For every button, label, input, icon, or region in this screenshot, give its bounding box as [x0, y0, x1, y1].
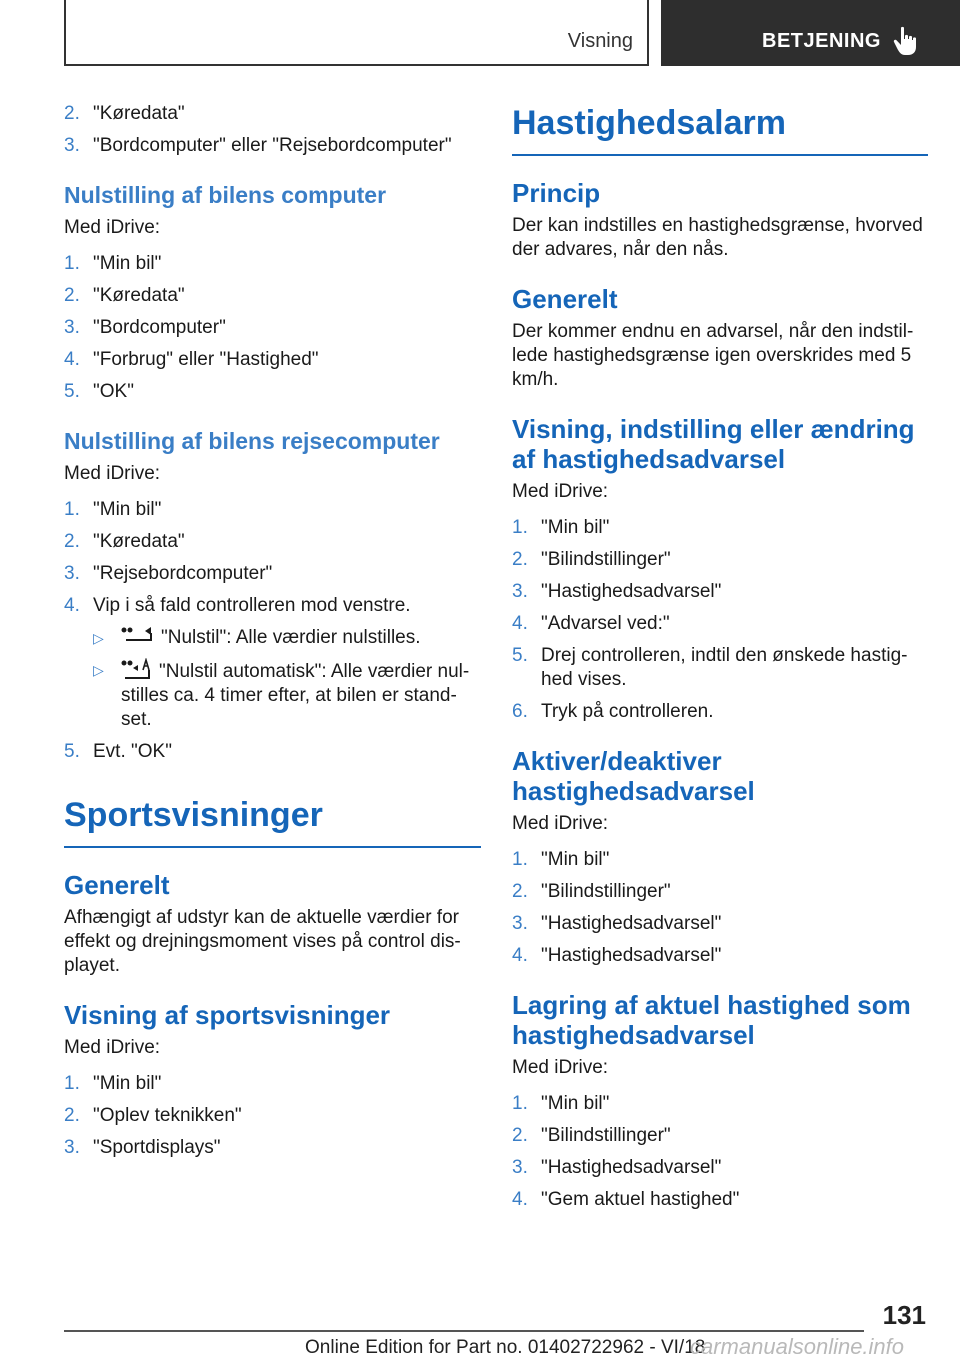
list-item: 5. Drej controlleren, indtil den ønskede hastighed vises.: [512, 645, 908, 690]
list-item: 1. "Min bil": [64, 253, 162, 274]
list-item: 1. "Min bil": [512, 849, 610, 870]
list-item: 3. "Sportdisplays": [64, 1137, 221, 1158]
section-heading: Lagring af aktuel hastighed som hastighedsadvarsel: [512, 990, 911, 1050]
list-item: 4. Vip i så fald controlleren mod venstre.: [64, 595, 411, 616]
reset-icon: [121, 626, 155, 646]
auto-reset-icon: [121, 658, 153, 680]
page-number: 131: [882, 1300, 926, 1330]
list-item: 3. "Rejsebordcomputer": [64, 563, 273, 584]
list-item: 3. "Bordcomputer" eller "Rejsebordcomputer": [64, 135, 452, 156]
list-item: 1. "Min bil": [512, 517, 610, 538]
list-item: 2. "Køredata": [64, 285, 185, 306]
section-heading: Visning af sportsvisninger: [64, 1000, 391, 1030]
section-heading: Nulstilling af bilens computer: [64, 182, 387, 208]
sub-item-text: "Nulstil automatisk": Alle værdier nulstilles ca. 4 timer efter, at bilen er standset.: [121, 661, 470, 730]
list-item: 2. "Køredata": [64, 103, 185, 124]
list-item: 4. "Gem aktuel hastighed": [512, 1189, 740, 1210]
list-item: 1. "Min bil": [64, 499, 162, 520]
section-heading: Generelt: [64, 870, 170, 900]
list-item: 4. "Hastighedsadvarsel": [512, 945, 722, 966]
list-item: 3. "Bordcomputer": [64, 317, 226, 338]
sub-item-text: "Nulstil": Alle værdier nulstilles.: [161, 627, 421, 648]
body-text: Der kommer endnu en advarsel, når den indstillede hastighedsgrænse igen overskrides med 5 km/h.: [512, 321, 914, 390]
section-heading: Visning, indstilling eller ændring af hastighedsadvarsel: [512, 414, 915, 474]
footer-divider: [64, 1330, 864, 1332]
bullet-triangle: ▷: [93, 630, 104, 646]
section-heading: Generelt: [512, 284, 618, 314]
body-text: Der kan indstilles en hastighedsgrænse, hvorved der advares, når den nås.: [512, 215, 923, 260]
list-item: 6. Tryk på controlleren.: [512, 701, 714, 722]
list-item: 2. "Bilindstillinger": [512, 1125, 671, 1146]
bullet-triangle: ▷: [93, 662, 104, 678]
list-item: 2. "Oplev teknikken": [64, 1105, 242, 1126]
sub-list-item: [93, 658, 481, 732]
chapter-title: Hastighedsalarm: [512, 102, 928, 156]
intro-text: Med iDrive:: [512, 481, 609, 502]
left-column: [64, 102, 481, 1168]
header-chapter-label: BETJENING: [762, 30, 881, 52]
list-item: 5. Evt. "OK": [64, 741, 172, 762]
watermark: carmanualsonline.info: [690, 1334, 905, 1359]
intro-text: Med iDrive:: [64, 217, 161, 238]
header-section-tab: [64, 0, 649, 66]
list-item: 1. "Min bil": [512, 1093, 610, 1114]
intro-text: Med iDrive:: [64, 1037, 161, 1058]
section-heading: Nulstilling af bilens rejsecomputer: [64, 428, 440, 454]
list-item: 2. "Køredata": [64, 531, 185, 552]
intro-text: Med iDrive:: [512, 1057, 609, 1078]
header-chapter-tab: [661, 0, 960, 66]
section-heading: Princip: [512, 178, 601, 208]
list-item: 2. "Bilindstillinger": [512, 549, 671, 570]
chapter-title: Sportsvisninger: [64, 794, 481, 848]
list-item: 4. "Forbrug" eller "Hastighed": [64, 349, 319, 370]
right-column: [512, 102, 928, 1220]
header-section-label: Visning: [567, 30, 633, 52]
body-text: Afhængigt af udstyr kan de aktuelle værdier for effekt og drejningsmoment vises på control displayet.: [64, 907, 461, 976]
list-item: 2. "Bilindstillinger": [512, 881, 671, 902]
pointing-hand-icon: [893, 26, 921, 56]
intro-text: Med iDrive:: [64, 463, 161, 484]
list-item: 4. "Advarsel ved:": [512, 613, 670, 634]
list-item: 3. "Hastighedsadvarsel": [512, 581, 722, 602]
intro-text: Med iDrive:: [512, 813, 609, 834]
list-item: 5. "OK": [64, 381, 134, 402]
list-item: 3. "Hastighedsadvarsel": [512, 1157, 722, 1178]
list-item: 3. "Hastighedsadvarsel": [512, 913, 722, 934]
list-item: 1. "Min bil": [64, 1073, 162, 1094]
sub-list-item: [93, 626, 481, 650]
section-heading: Aktiver/deaktiver hastighedsadvarsel: [512, 746, 755, 806]
footer-edition: Online Edition for Part no. 01402722962 - VI/18: [305, 1337, 706, 1358]
